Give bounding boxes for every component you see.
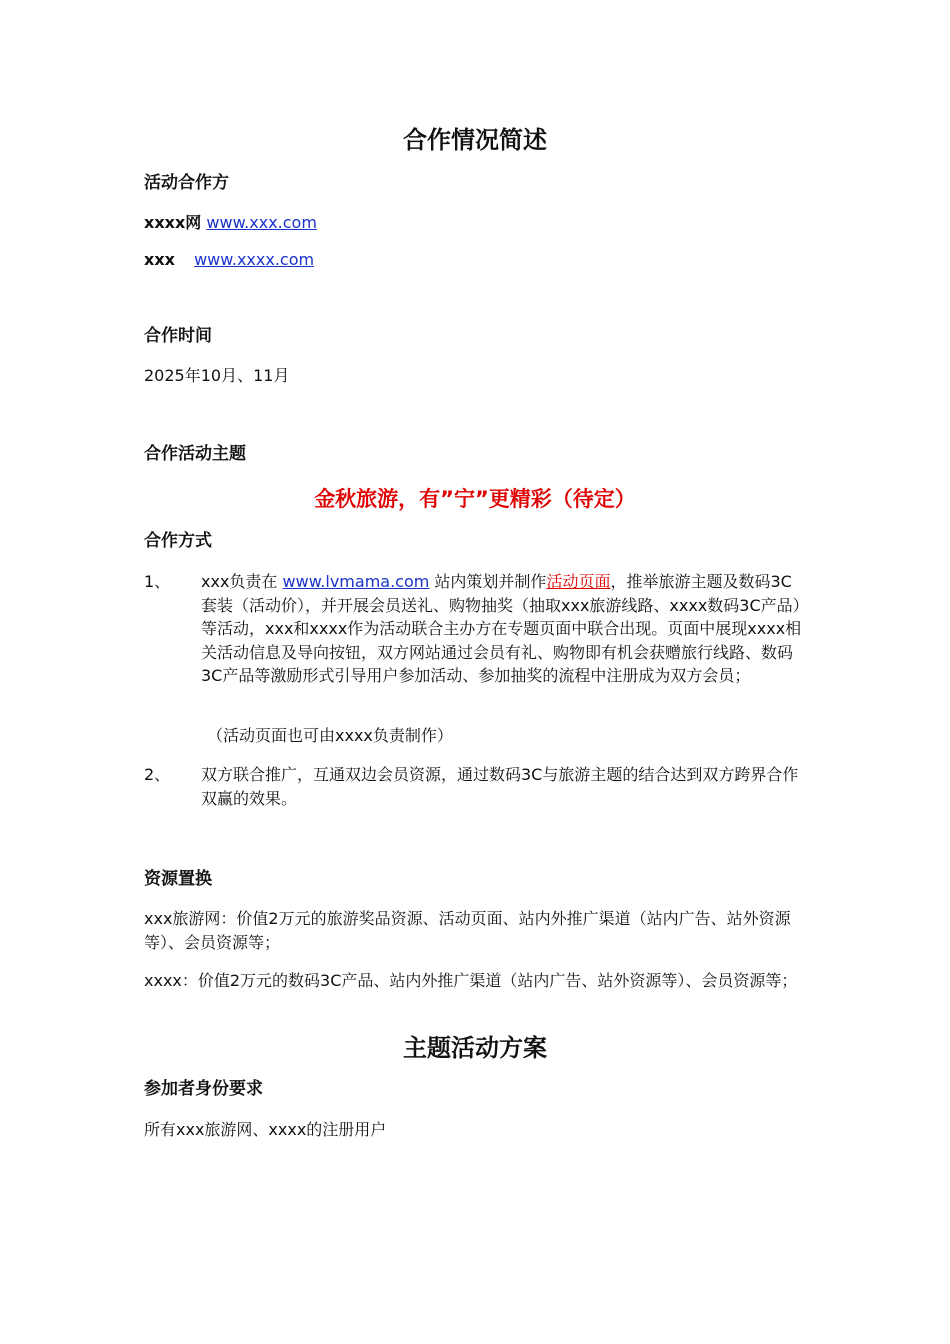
- partners-heading: 活动合作方: [144, 173, 229, 193]
- lvmama-link[interactable]: www.lvmama.com: [282, 572, 430, 591]
- theme-slogan: 金秋旅游，有”宁”更精彩（待定）: [314, 487, 636, 511]
- method-item-1-number: 1、: [144, 572, 171, 591]
- resources-heading: 资源置换: [144, 869, 212, 889]
- activity-page-link[interactable]: 活动页面: [546, 572, 611, 591]
- method-item-1-part-c: ，推举旅游主题及数码3C套装（活动价），并开展会员送礼、购物抽奖（抽取xxx旅游线路、xxxx数码3C产品）等活动，xxx和xxxx作为活动联合主办方在专题页面中联合出现。页面中展现xxxx相关活动信息及导向按钮，双方网站通过会员有礼、购物即有机会获赠旅行线路、数码3C产品等激励形式引导用户参加活动、参加抽奖的流程中注册成为双方会员；: [201, 572, 802, 685]
- document-title: 合作情况简述: [403, 126, 547, 154]
- resources-line-2: xxxx：价值2万元的数码3C产品、站内外推广渠道（站内广告、站外资源等）、会员资源等；: [144, 971, 798, 990]
- participant-value: 所有xxx旅游网、xxxx的注册用户: [144, 1120, 387, 1139]
- method-note: （活动页面也可由xxxx负责制作）: [207, 726, 453, 745]
- resources-line-1: xxx旅游网：价值2万元的旅游奖品资源、活动页面、站内外推广渠道（站内广告、站外资源等）、会员资源等；: [144, 909, 791, 952]
- partner-2-link[interactable]: www.xxxx.com: [194, 250, 315, 269]
- method-item-1-part-a: xxx负责在: [201, 572, 278, 591]
- partner-2-line: [144, 248, 314, 271]
- method-item-2: 双方联合推广，互通双边会员资源，通过数码3C与旅游主题的结合达到双方跨界合作双赢的效果。: [201, 765, 799, 808]
- time-heading: 合作时间: [144, 326, 212, 346]
- partner-1-name: xxxx网: [144, 213, 202, 232]
- partner-2-name: xxx: [144, 250, 175, 269]
- method-heading: 合作方式: [144, 531, 212, 551]
- method-item-2-number: 2、: [144, 765, 171, 784]
- method-item-1-part-b: 站内策划并制作: [429, 572, 547, 591]
- method-item-1: [201, 570, 807, 688]
- theme-heading: 合作活动主题: [144, 444, 246, 464]
- time-value: 2025年10月、11月: [144, 366, 290, 385]
- partner-1-line: [144, 211, 317, 234]
- participant-heading: 参加者身份要求: [144, 1079, 263, 1099]
- plan-title: 主题活动方案: [403, 1034, 547, 1062]
- partner-1-link[interactable]: www.xxx.com: [206, 213, 317, 232]
